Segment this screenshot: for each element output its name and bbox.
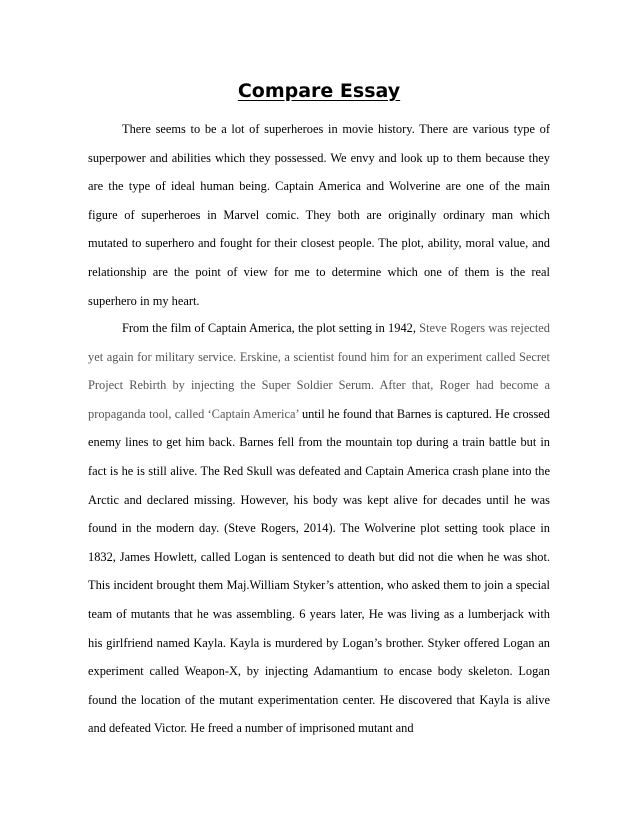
paragraph-plot-rest: until he found that Barnes is captured. He crossed enemy lines to get him back. Barnes fell from the mountain top during a train battle but in fact is he is still alive. The Red Skull was defeated and Captain America crash plane into the Arctic and declared missing. However, his body was kept alive for decades until he was found in the modern day. (Steve Rogers, 2014). The Wolverine plot setting took place in 1832, James Howlett, called Logan is sentenced to death but did not die when he was shot. This incident brought them Maj.William Styker’s attention, who asked them to join a special team of mutants that he was assembling. 6 years later, He was living as a lumberjack with his girlfriend named Kayla. Kayla is murdered by Logan’s brother. Styker offered Logan an experiment called Weapon-X, by injecting Adamantium to encase body skeleton. Logan found the location of the mutant experimentation center. He discovered that Kayla is alive and defeated Victor. He freed a number of imprisoned mutant and: [88, 406, 551, 736]
paragraph-plot-quoted-text: Steve Rogers was rejected yet again for military service. Erskine, a scientist found him for an experiment called Secret Project Rebirth by injecting the Super Soldier Serum. After that, Roger had become a propaganda tool, called ‘Captain America’: [88, 321, 550, 421]
paragraph-plot-intro: From the film of Captain America, the plot setting in 1942,: [122, 321, 420, 335]
paragraph-plot: [88, 314, 550, 743]
essay-title: Compare Essay: [237, 80, 401, 102]
paragraph-intro: There seems to be a lot of superheroes in movie history. There are various type of superpower and abilities which they possessed. We envy and look up to them because they are the type of ideal human being. Captain America and Wolverine are one of the main figure of superheroes in Marvel comic. They both are originally ordinary man which mutated to superhero and fought for their closest people. The plot, ability, moral value, and relationship are the point of view for me to determine which one of them is the real superhero in my heart.: [88, 122, 550, 308]
